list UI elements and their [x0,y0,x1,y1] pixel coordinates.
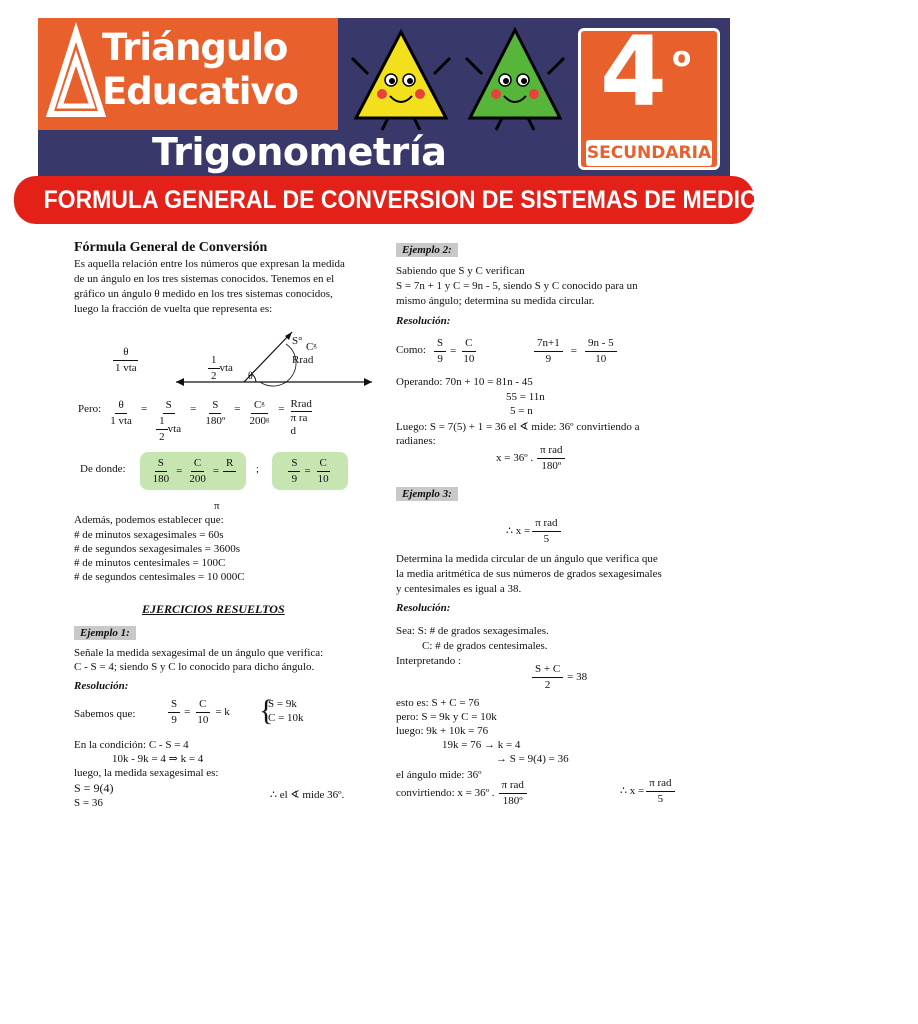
ej2-line: 5 = n [510,405,533,417]
ej2-line: Luego: S = 7(5) + 1 = 36 el ∢ mide: 36º convirtiendo a [396,421,640,433]
example-3-statement: la media aritmética de sus números de grados sexagesimales [396,568,662,580]
ej1-conclusion: ∴ el ∢ mide 36º. [270,789,345,801]
ej2-conversion: x = 36º . $\frac{\text{π rad}}{\text{180º}}$ [496,443,565,474]
resolution-label: Resolución: [396,602,451,614]
ej1-line: S = 36 [74,797,103,809]
ej3-line: Interpretando : [396,655,462,667]
example-3-statement: Determina la medida circular de un ángulo que verifica que [396,553,658,565]
ademas-line: # de minutos centesimales = 100C [74,557,226,569]
system-line: S = 9k [268,698,297,710]
ademas-line: # de minutos sexagesimales = 60s [74,529,224,541]
system-line: C = 10k [268,712,304,724]
intro-line: Es aquella relación entre los números que expresan la medida [74,258,345,270]
theta-over-vta: $\frac{\theta}{\text{1 vta}}$ [115,346,137,374]
grade-number: 4 [600,16,667,128]
resolution-label: Resolución: [74,680,129,692]
banner-title: FORMULA GENERAL DE CONVERSION DE SISTEMAS DE MEDICION ANGULAR [43,186,918,214]
ej1-line: En la condición: C - S = 4 [74,739,189,751]
intro-line: de un ángulo en los tres sistemas conocidos. Tenemos en el [74,273,335,285]
ej2-line: Operando: 70n + 10 = 81n - 45 [396,376,533,388]
ej1-line: 10k - 9k = 4 ⇒ k = 4 [112,753,204,765]
dedonde-label: De donde: [80,463,126,475]
ademas-line: # de segundos sexagesimales = 3600s [74,543,240,555]
ej3-line: el ángulo mide: 36º [396,769,482,781]
ej3-conversion: convirtiendo: x = 36º . $\frac{\text{π rad}}{\text{180º}}$ [396,778,527,809]
resolution-label: Resolución: [396,315,451,327]
grade-ordinal: o [672,40,692,73]
example-2-statement: S = 7n + 1 y C = 9n - 5, siendo S y C conocido para un [396,280,638,292]
ademas-line: # de segundos centesimales = 10 000C [74,571,245,583]
fig-s: S° [292,335,303,347]
ej2-answer: ∴ x = $\frac{\text{π rad}}{5}$ [506,516,561,547]
fig-c: Cᵍ [306,341,317,353]
example-2-statement: mismo ángulo; determina su medida circular. [396,295,595,307]
level-label: SECUNDARIA [586,140,712,166]
angle-diagram [176,330,376,386]
fig-r: Rrad [292,354,314,366]
ej1-line: luego, la medida sexagesimal es: [74,767,219,779]
example-3-tag: Ejemplo 3: [396,487,458,501]
yellow-triangle-mascot-icon [346,28,456,132]
intro-line: luego la fracción de vuelta que representa es: [74,303,273,315]
ej3-line: luego: 9k + 10k = 76 [396,725,489,737]
brace-icon: { [259,694,274,727]
section-title: Fórmula General de Conversión [74,240,268,255]
semicolon: ; [256,463,260,475]
ej3-line: esto es: S + C = 76 [396,697,480,709]
ej3-line: 19k = 76 → k = 4 [442,739,521,751]
como-label: Como: [396,344,426,356]
example-3-statement: y centesimales es igual a 38. [396,583,522,595]
green-triangle-mascot-icon [460,26,570,132]
subject-title: Trigonometría [152,130,447,174]
ej3-line: Sea: S: # de grados sexagesimales. [396,625,549,637]
intro-line: gráfico un ángulo θ medido en los tres sistemas conocidos, [74,288,333,300]
ej2-substitution: $\frac{7n+1}{9}$ = $\frac{9n - 5}{10}$ [534,336,617,367]
ej3-mean: $\frac{S + C}{2}$ = 38 [532,662,587,693]
example-2-tag: Ejemplo 2: [396,243,458,257]
ej1-equation: $\frac{S}{9}$ = $\frac{C}{10}$ = k [168,697,230,728]
ej2-ratio: $\frac{S}{9}$ = $\frac{C}{10}$ [434,336,477,367]
logo-line2: Educativo [102,70,298,113]
ej3-line: C: # de grados centesimales. [422,640,548,652]
ej2-line: radianes: [396,435,436,447]
formula-box-2: $\frac{S}{9}$ = $\frac{C}{10}$ [272,452,348,490]
logo-line1: Triángulo [102,26,288,69]
ejercicios-title: EJERCICIOS RESUELTOS [142,602,285,616]
formula-box-1: $\frac{S}{180}$ = $\frac{C}{200}$ = R [140,452,246,490]
ej3-answer: ∴ x = $\frac{\text{π rad}}{5}$ [620,776,675,807]
ej2-line: 55 = 11n [506,391,545,403]
half-vta: $\frac{1}{2}$ vta [208,353,233,384]
sabemos-label: Sabemos que: [74,708,136,720]
example-1-tag: Ejemplo 1: [74,626,136,640]
pero-equation: Pero: $\frac{\theta}{\text{1 vta}}$ = S $\frac{1}{2}$ vta = $\frac{S}{\text{180º}}$ = $\frac{\text{Cᵍ}}{\text{200ᵍ}}$ = Rrad π ra d [78,398,312,443]
ej3-line: → S = 9(4) = 36 [496,753,569,765]
example-1-statement: Señale la medida sexagesimal de un ángulo que verifica: [74,647,324,659]
svg-text:θ: θ [248,371,253,382]
ej3-line: pero: S = 9k y C = 10k [396,711,497,723]
example-2-statement: Sabiendo que S y C verifican [396,265,525,277]
ademas-line: Además, podemos establecer que: [74,514,224,526]
example-1-statement: C - S = 4; siendo S y C lo conocido para dicho ángulo. [74,661,315,673]
triangle-logo-icon [48,28,104,118]
pi-symbol: π [214,500,220,512]
ej1-line: S = 9(4) [74,781,114,795]
